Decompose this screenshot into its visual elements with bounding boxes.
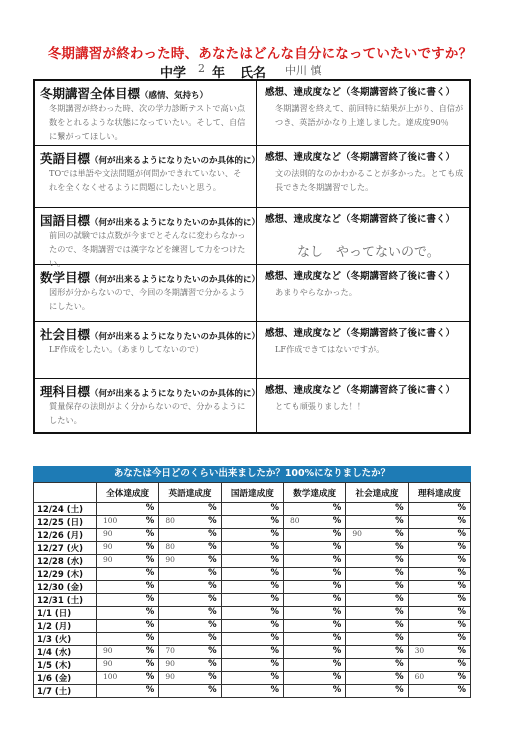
score-cell: [159, 581, 221, 594]
score-cell: [346, 685, 408, 698]
percent-sign: %: [145, 568, 155, 578]
percent-sign: %: [208, 581, 217, 591]
table-row: [34, 633, 471, 646]
date-cell: 12/31 (土): [34, 594, 97, 607]
percent-sign: %: [395, 503, 404, 513]
date-cell: 1/2 (月): [34, 620, 97, 633]
review-heading: 感想、達成度など（冬期講習終了後に書く）: [265, 328, 456, 339]
score-value: 100: [103, 672, 118, 681]
date-cell: 1/6 (金): [34, 672, 97, 685]
date-cell: 12/28 (水): [34, 555, 97, 568]
goal-cell: [35, 265, 261, 322]
table-row: [34, 594, 471, 607]
score-cell: [408, 685, 470, 698]
score-value: 90: [165, 672, 175, 681]
goal-heading: 英語目標（何が出来るようになりたいのか具体的に）: [40, 151, 261, 166]
percent-sign: %: [145, 516, 155, 526]
score-cell: [159, 555, 221, 568]
percent-sign: %: [332, 620, 342, 630]
column-header: 英語達成度: [159, 483, 221, 503]
table-row: [34, 529, 471, 542]
review-text: あまりやらなかった。: [275, 287, 357, 297]
percent-sign: %: [395, 594, 404, 604]
score-cell: [408, 581, 470, 594]
score-cell: [97, 685, 159, 698]
percent-sign: %: [395, 516, 404, 526]
percent-sign: %: [270, 555, 279, 565]
score-cell: [221, 542, 283, 555]
progress-table: [33, 482, 471, 698]
table-row: [34, 568, 471, 581]
score-cell: [221, 503, 283, 516]
score-cell: [97, 607, 159, 620]
score-cell: [346, 659, 408, 672]
percent-sign: %: [145, 659, 155, 669]
percent-sign: %: [332, 529, 342, 539]
review-cell: [257, 81, 471, 146]
percent-sign: %: [270, 633, 279, 643]
review-cell: [257, 146, 471, 208]
percent-sign: %: [208, 672, 217, 682]
column-header: 全体達成度: [97, 483, 159, 503]
percent-sign: %: [145, 594, 155, 604]
score-cell: [283, 620, 345, 633]
percent-sign: %: [395, 568, 404, 578]
percent-sign: %: [270, 685, 279, 695]
percent-sign: %: [208, 659, 217, 669]
column-header: 数学達成度: [283, 483, 345, 503]
score-cell: [221, 672, 283, 685]
percent-sign: %: [145, 581, 155, 591]
percent-sign: %: [457, 529, 466, 539]
percent-sign: %: [145, 620, 155, 630]
percent-sign: %: [208, 555, 217, 565]
percent-sign: %: [208, 568, 217, 578]
percent-sign: %: [395, 555, 404, 565]
score-cell: [408, 620, 470, 633]
percent-sign: %: [145, 646, 155, 656]
score-cell: [97, 594, 159, 607]
score-cell: [221, 620, 283, 633]
percent-sign: %: [332, 672, 342, 682]
review-cell: [257, 322, 471, 379]
percent-sign: %: [270, 503, 279, 513]
percent-sign: %: [457, 542, 466, 552]
score-cell: [283, 516, 345, 529]
percent-sign: %: [145, 685, 155, 695]
score-cell: [346, 633, 408, 646]
date-cell: 12/27 (火): [34, 542, 97, 555]
score-cell: [159, 529, 221, 542]
percent-sign: %: [270, 672, 279, 682]
score-cell: [159, 594, 221, 607]
score-value: 90: [103, 646, 113, 655]
review-cell: [257, 379, 471, 434]
score-cell: [97, 633, 159, 646]
score-cell: [283, 672, 345, 685]
date-cell: 1/7 (土): [34, 685, 97, 698]
percent-sign: %: [270, 607, 279, 617]
date-cell: 12/30 (金): [34, 581, 97, 594]
date-cell: 12/25 (日): [34, 516, 97, 529]
score-cell: [97, 620, 159, 633]
score-cell: [159, 542, 221, 555]
review-heading: 感想、達成度など（冬期講習終了後に書く）: [265, 152, 456, 163]
percent-sign: %: [457, 620, 466, 630]
review-text: 冬期講習を終えて、前回特に結果が上がり、自信がつき、英語がかなり上達しました。達成度90％: [275, 103, 464, 127]
column-header: 国語達成度: [221, 483, 283, 503]
score-cell: [97, 516, 159, 529]
score-cell: [346, 646, 408, 659]
date-cell: 12/24 (土): [34, 503, 97, 516]
school-label: 中学: [160, 66, 187, 81]
goal-text: 図形が分からないので、今回の冬期講習で分かるようにしたい。: [49, 287, 246, 311]
goal-heading: 国語目標（何が出来るようになりたいのか具体的に）: [40, 213, 261, 228]
score-cell: [159, 672, 221, 685]
name-label: 氏名: [240, 66, 267, 81]
score-value: 80: [165, 516, 175, 525]
score-cell: [159, 568, 221, 581]
review-heading: 感想、達成度など（冬期講習終了後に書く）: [265, 214, 456, 225]
date-cell: 1/4 (水): [34, 646, 97, 659]
score-cell: [159, 516, 221, 529]
percent-sign: %: [395, 633, 404, 643]
score-cell: [283, 568, 345, 581]
score-cell: [408, 568, 470, 581]
date-cell: 12/29 (木): [34, 568, 97, 581]
score-cell: [221, 594, 283, 607]
table-row: [34, 555, 471, 568]
column-header: 社会達成度: [346, 483, 408, 503]
percent-sign: %: [270, 659, 279, 669]
percent-sign: %: [270, 529, 279, 539]
percent-sign: %: [457, 581, 466, 591]
review-cell: [257, 208, 471, 265]
percent-sign: %: [395, 659, 404, 669]
score-cell: [97, 568, 159, 581]
score-cell: [159, 659, 221, 672]
review-text: LF作成できてはないですが。: [275, 344, 385, 354]
score-cell: [159, 607, 221, 620]
score-cell: [283, 594, 345, 607]
review-text: 文の法則的なのかわかることが多かった。とても成長できた冬期講習でした。: [275, 168, 464, 192]
score-cell: [346, 620, 408, 633]
percent-sign: %: [208, 594, 217, 604]
score-value: 30: [414, 646, 425, 655]
score-cell: [408, 542, 470, 555]
score-cell: [97, 646, 159, 659]
percent-sign: %: [270, 581, 279, 591]
table-row: [34, 542, 471, 555]
percent-sign: %: [332, 633, 342, 643]
percent-sign: %: [332, 659, 342, 669]
score-value: 90: [103, 529, 113, 538]
goal-text: LF作成をしたい。（あまりしてないので）: [49, 344, 204, 354]
goal-heading: 数学目標（何が出来るようになりたいのか具体的に）: [40, 270, 261, 285]
student-name: 中川 慎: [285, 64, 322, 77]
score-value: 60: [414, 672, 425, 681]
score-value: 90: [103, 555, 113, 564]
score-cell: [221, 633, 283, 646]
score-cell: [408, 659, 470, 672]
percent-sign: %: [457, 568, 466, 578]
score-cell: [221, 685, 283, 698]
grade-unit: 年: [212, 66, 226, 81]
goal-text: 冬期講習が終わった時、次の学力診断テストで高い点数をとれるような状態になっていたい。そして、自信に繋がってほしい。: [49, 103, 246, 141]
review-heading: 感想、達成度など（冬期講習終了後に書く）: [265, 385, 456, 396]
percent-sign: %: [395, 646, 404, 656]
score-value: 80: [289, 516, 300, 525]
column-header: 理科達成度: [408, 483, 470, 503]
score-cell: [221, 555, 283, 568]
percent-sign: %: [457, 503, 466, 513]
percent-sign: %: [208, 685, 217, 695]
table-row: [34, 581, 471, 594]
percent-sign: %: [457, 594, 466, 604]
goal-text: 質量保存の法則がよく分からないので、分かるようにしたい。: [49, 401, 246, 425]
score-cell: [346, 555, 408, 568]
score-cell: [97, 503, 159, 516]
score-cell: [408, 594, 470, 607]
percent-sign: %: [270, 568, 279, 578]
score-cell: [97, 529, 159, 542]
percent-sign: %: [457, 659, 466, 669]
review-heading: 感想、達成度など（冬期講習終了後に書く）: [265, 271, 456, 282]
score-cell: [408, 646, 470, 659]
score-value: 90: [165, 659, 175, 668]
goal-cell: [35, 146, 261, 208]
score-cell: [97, 659, 159, 672]
score-cell: [408, 633, 470, 646]
percent-sign: %: [145, 529, 155, 539]
grade-value: 2: [198, 62, 205, 75]
column-header: [34, 483, 97, 503]
goal-text: 前回の試験では点数が今までとそんなに変わらなかったので、冬期講習では漢字などを練習して力をつけたい。: [49, 230, 246, 268]
percent-sign: %: [145, 672, 155, 682]
progress-banner: あなたは今日どのくらい出来ましたか？100%になりましたか？: [33, 466, 471, 482]
score-cell: [346, 503, 408, 516]
score-cell: [283, 685, 345, 698]
score-cell: [97, 542, 159, 555]
score-cell: [408, 516, 470, 529]
table-row: [34, 620, 471, 633]
percent-sign: %: [457, 646, 466, 656]
percent-sign: %: [332, 516, 342, 526]
goal-text: TOでは単語や文法問題が何問かできれていない、それを全くなくせるように問題にしたいと思う。: [49, 168, 242, 192]
percent-sign: %: [395, 620, 404, 630]
percent-sign: %: [395, 672, 404, 682]
score-value: 80: [165, 542, 175, 551]
score-value: 70: [165, 646, 175, 655]
percent-sign: %: [208, 646, 217, 656]
score-cell: [346, 581, 408, 594]
review-text: なし やってないので。: [297, 245, 440, 260]
date-cell: 12/26 (月): [34, 529, 97, 542]
score-cell: [408, 607, 470, 620]
goal-heading: 社会目標（何が出来るようになりたいのか具体的に）: [40, 327, 261, 342]
percent-sign: %: [145, 633, 155, 643]
percent-sign: %: [457, 555, 466, 565]
table-row: [34, 659, 471, 672]
score-value: 90: [165, 555, 175, 564]
goal-heading: 理科目標（何が出来るようになりたいのか具体的に）: [40, 384, 261, 399]
percent-sign: %: [270, 542, 279, 552]
score-cell: [283, 659, 345, 672]
table-row: [34, 607, 471, 620]
percent-sign: %: [332, 542, 342, 552]
percent-sign: %: [208, 542, 217, 552]
percent-sign: %: [270, 646, 279, 656]
goal-cell: [35, 81, 257, 146]
score-cell: [283, 542, 345, 555]
score-cell: [221, 529, 283, 542]
score-value: 90: [103, 542, 113, 551]
page-title: 冬期講習が終わった時、あなたはどんな自分になっていたいですか？: [47, 46, 473, 62]
score-cell: [283, 646, 345, 659]
goal-heading: 冬期講習全体目標（感情、気持ち）: [40, 86, 209, 101]
score-cell: [283, 529, 345, 542]
score-cell: [97, 555, 159, 568]
percent-sign: %: [395, 607, 404, 617]
score-cell: [221, 646, 283, 659]
percent-sign: %: [395, 581, 404, 591]
score-cell: [221, 568, 283, 581]
score-cell: [221, 659, 283, 672]
percent-sign: %: [270, 620, 279, 630]
percent-sign: %: [208, 633, 217, 643]
percent-sign: %: [145, 542, 155, 552]
table-row: [34, 503, 471, 516]
score-cell: [97, 672, 159, 685]
goal-cell: [35, 208, 261, 268]
student-header: [160, 62, 410, 80]
score-cell: [283, 607, 345, 620]
review-cell: [257, 265, 471, 322]
percent-sign: %: [395, 529, 404, 539]
score-cell: [159, 685, 221, 698]
percent-sign: %: [332, 594, 342, 604]
score-cell: [221, 581, 283, 594]
percent-sign: %: [208, 607, 217, 617]
score-cell: [346, 568, 408, 581]
percent-sign: %: [457, 516, 466, 526]
score-cell: [346, 529, 408, 542]
percent-sign: %: [457, 685, 466, 695]
score-cell: [346, 672, 408, 685]
percent-sign: %: [145, 503, 155, 513]
percent-sign: %: [332, 568, 342, 578]
percent-sign: %: [208, 516, 217, 526]
date-cell: 1/5 (木): [34, 659, 97, 672]
percent-sign: %: [332, 607, 342, 617]
percent-sign: %: [208, 529, 217, 539]
percent-sign: %: [457, 633, 466, 643]
score-cell: [283, 503, 345, 516]
table-row: [34, 672, 471, 685]
percent-sign: %: [332, 646, 342, 656]
percent-sign: %: [145, 555, 155, 565]
percent-sign: %: [270, 516, 279, 526]
date-cell: 1/3 (火): [34, 633, 97, 646]
score-cell: [346, 542, 408, 555]
percent-sign: %: [395, 542, 404, 552]
percent-sign: %: [270, 594, 279, 604]
percent-sign: %: [395, 685, 404, 695]
percent-sign: %: [332, 503, 342, 513]
score-cell: [283, 555, 345, 568]
review-heading: 感想、達成度など（冬期講習終了後に書く）: [265, 87, 456, 98]
table-row: [34, 516, 471, 529]
percent-sign: %: [457, 672, 466, 682]
review-text: とても頑張りました！！: [275, 401, 366, 411]
goals-grid: [33, 79, 471, 434]
score-cell: [221, 607, 283, 620]
date-cell: 1/1 (日): [34, 607, 97, 620]
percent-sign: %: [332, 555, 342, 565]
score-cell: [221, 516, 283, 529]
score-cell: [346, 516, 408, 529]
score-cell: [159, 646, 221, 659]
score-cell: [283, 633, 345, 646]
score-cell: [159, 633, 221, 646]
table-row: [34, 646, 471, 659]
score-cell: [408, 555, 470, 568]
score-value: 90: [352, 529, 362, 538]
score-cell: [346, 607, 408, 620]
percent-sign: %: [332, 685, 342, 695]
score-cell: [408, 529, 470, 542]
percent-sign: %: [208, 620, 217, 630]
score-cell: [283, 581, 345, 594]
score-cell: [159, 620, 221, 633]
score-cell: [97, 581, 159, 594]
score-cell: [346, 594, 408, 607]
table-row: [34, 685, 471, 698]
score-cell: [408, 672, 470, 685]
score-value: 100: [103, 516, 118, 525]
score-cell: [408, 503, 470, 516]
score-value: 90: [103, 659, 113, 668]
score-cell: [159, 503, 221, 516]
goal-cell: [35, 322, 261, 379]
percent-sign: %: [457, 607, 466, 617]
percent-sign: %: [208, 503, 217, 513]
percent-sign: %: [332, 581, 342, 591]
goal-cell: [35, 379, 261, 434]
percent-sign: %: [145, 607, 155, 617]
